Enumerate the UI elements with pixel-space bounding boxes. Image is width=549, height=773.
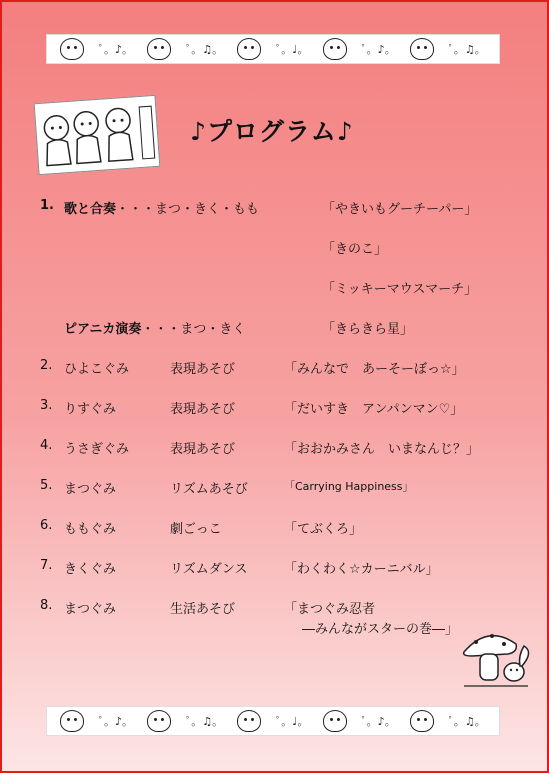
music-note-icon: ﾟ。♪。	[98, 43, 134, 56]
program-number: 7.	[40, 558, 53, 573]
song-title: 「だいすき アンパンマン♡」	[284, 402, 464, 417]
activity-type: 表現あそび	[170, 362, 236, 377]
animal-face-icon	[147, 38, 171, 60]
activity-type: 劇ごっこ	[170, 522, 222, 537]
program-number: 4.	[40, 438, 53, 453]
music-note-icon: ﾟ。♩。	[275, 43, 309, 56]
animal-face-icon	[237, 38, 261, 60]
animal-face-icon	[60, 38, 84, 60]
music-note-icon: ﾟ。♫。	[448, 715, 486, 728]
program-name: 歌と合奏	[64, 202, 117, 217]
music-note-icon: ﾟ。♫。	[185, 43, 224, 56]
program-number: 8.	[40, 598, 53, 613]
song-title: 「みんなで あーそーぼっ☆」	[284, 362, 465, 377]
music-note-icon: ﾟ。♪。	[361, 715, 396, 728]
music-note-icon: ﾟ。♪。	[361, 43, 396, 56]
class-name: ひよこぐみ	[64, 362, 130, 377]
activity-type: リズムダンス	[170, 562, 248, 577]
animal-face-icon	[323, 710, 347, 732]
music-note-icon: ﾟ。♫。	[185, 715, 224, 728]
animal-face-icon	[410, 38, 434, 60]
song-title: 「きらきら星」	[322, 322, 414, 337]
song-title: 「おおかみさん いまなんじ？」	[284, 442, 480, 457]
song-title: 「Carrying Happiness」	[284, 480, 414, 493]
mushroom-squirrel-illustration	[458, 622, 534, 690]
program-number: 6.	[40, 518, 53, 533]
activity-type: リズムあそび	[170, 482, 248, 497]
animal-face-icon	[60, 710, 84, 732]
animal-face-icon	[410, 710, 434, 732]
class-name: うさぎぐみ	[64, 442, 130, 457]
page-title: ♪プログラム♪	[190, 117, 354, 146]
activity-type: 表現あそび	[170, 442, 236, 457]
animal-face-icon	[147, 710, 171, 732]
program-item-pianica	[64, 318, 245, 337]
program-number: 3.	[40, 398, 53, 413]
animal-face-icon	[237, 710, 261, 732]
song-title: 「まつぐみ忍者	[284, 602, 376, 617]
song-title: 「きのこ」	[322, 242, 388, 257]
class-name: まつぐみ	[64, 482, 117, 497]
class-name: きくぐみ	[64, 562, 117, 577]
program-number: 2.	[40, 358, 53, 373]
song-title-subtitle: ―みんながスターの巻―」	[302, 622, 459, 637]
program-item-1	[64, 198, 259, 217]
class-name: ももぐみ	[64, 522, 117, 537]
music-note-icon: ﾟ。♫。	[448, 43, 486, 56]
children-illustration	[34, 95, 161, 175]
song-title: 「わくわく☆カーニバル」	[284, 562, 439, 577]
song-title: 「てぶくろ」	[284, 522, 363, 537]
music-note-icon: ﾟ。♪。	[98, 715, 134, 728]
music-note-icon: ﾟ。♩。	[275, 715, 309, 728]
song-title: 「やきいもグーチーパー」	[322, 202, 478, 217]
activity-type: 表現あそび	[170, 402, 236, 417]
animal-face-icon	[323, 38, 347, 60]
class-name: りすぐみ	[64, 402, 117, 417]
song-title: 「ミッキーマウスマーチ」	[322, 282, 478, 297]
program-number: 5.	[40, 478, 53, 493]
program-performers: ・・・まつ・きく	[141, 322, 246, 337]
class-name: まつぐみ	[64, 602, 117, 617]
program-name: ピアニカ演奏	[64, 322, 142, 337]
top-border-strip	[46, 34, 500, 64]
program-number: 1.	[40, 198, 54, 213]
activity-type: 生活あそび	[170, 602, 236, 617]
program-performers: ・・・まつ・きく・もも	[116, 202, 260, 217]
bottom-border-strip	[46, 706, 500, 736]
